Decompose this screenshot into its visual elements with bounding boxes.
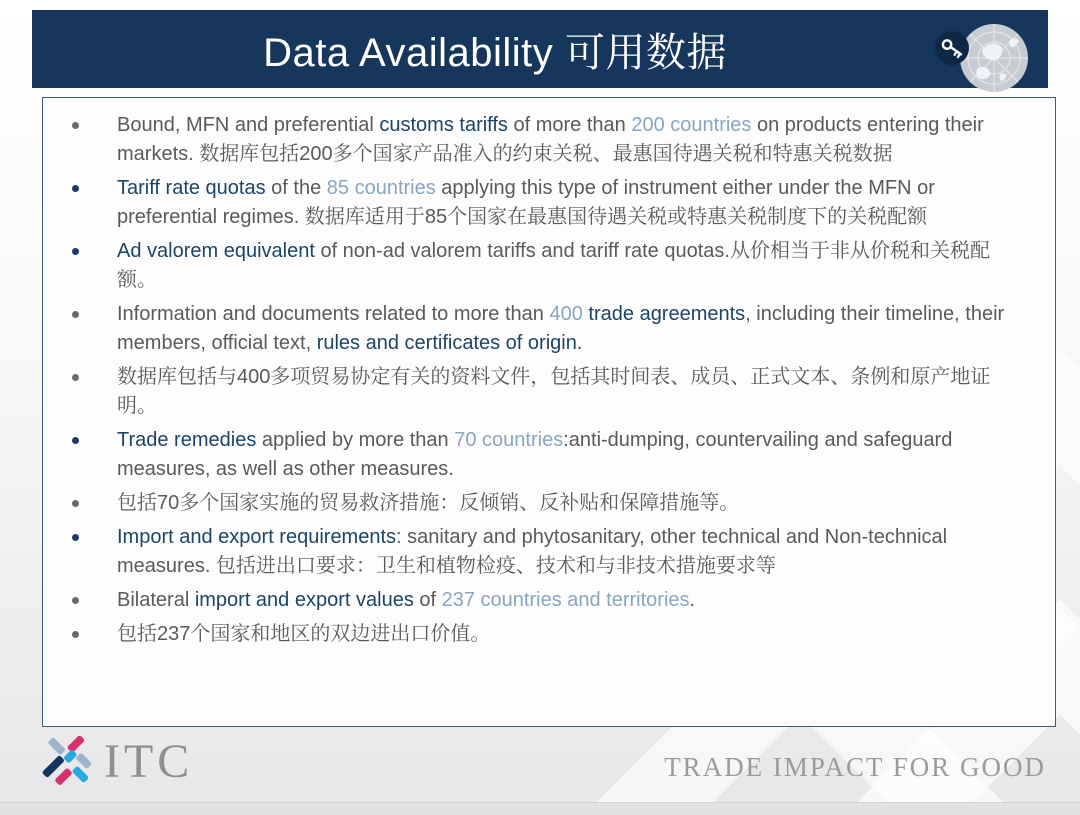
bullet-item	[43, 300, 1049, 358]
bottom-strip	[0, 802, 1080, 815]
text-segment: Bound, MFN and preferential	[117, 114, 380, 136]
text-segment: Information and documents related to more than	[117, 303, 550, 325]
text-segment: 数据库包括与400多项贸易协定有关的资料文件，包括其时间表、成员、正式文本、条例和原产地证明。	[117, 366, 991, 417]
text-segment: of more than	[507, 114, 632, 136]
text-segment: of non-ad valorem tariffs and tariff rate quotas.从价相当于非从价税和关税配额。	[117, 240, 990, 291]
text-segment: 237 countries and territories	[441, 589, 690, 611]
text-segment: import and export values	[194, 589, 414, 611]
bullet-item	[43, 237, 1049, 295]
text-segment: .	[689, 589, 696, 611]
text-segment: Bilateral	[117, 589, 195, 611]
text-segment: Import and export requirements	[117, 526, 397, 548]
text-segment: rules and certificates of origin.	[316, 332, 583, 354]
bullet-item	[43, 523, 1049, 581]
text-segment: 85 countries	[326, 177, 436, 199]
text-segment: , including their timeline, their members, official text,	[117, 303, 1005, 354]
bullet-item	[43, 111, 1049, 169]
bullet-item	[43, 620, 1049, 649]
key-icon	[935, 31, 969, 65]
text-segment: 包括70多个国家实施的贸易救济措施：反倾销、反补贴和保障措施等。	[117, 492, 740, 514]
footer-logo	[42, 736, 193, 788]
text-segment: applied by more than	[256, 429, 455, 451]
text-segment: of the	[265, 177, 327, 199]
text-segment: : sanitary and phytosanitary, other technical and Non-technical measures. 包括进出口要求：卫生和植物检疫、技术和与非技术措施要求等	[117, 526, 948, 577]
text-segment: Ad valorem equivalent	[117, 240, 315, 262]
bullet-item	[43, 426, 1049, 484]
text-segment: 200 countries	[631, 114, 752, 136]
text-segment: Trade remedies	[117, 429, 257, 451]
text-segment: :anti-dumping, countervailing and safeguard measures, as well as other measures.	[117, 429, 953, 480]
itc-logo-text: ITC	[104, 735, 194, 788]
text-segment: trade agreements	[588, 303, 746, 325]
bullet-item	[43, 363, 1049, 421]
text-segment: of	[413, 589, 442, 611]
text-segment: 包括237个国家和地区的双边进出口价值。	[117, 623, 491, 645]
footer-tagline: TRADE IMPACT FOR GOOD	[664, 752, 1046, 782]
bullet-item	[43, 174, 1049, 232]
bullet-item	[43, 586, 1049, 615]
text-segment: 400	[549, 303, 583, 325]
bullet-item	[43, 489, 1049, 518]
slide-title: Data Availability 可用数据	[263, 30, 727, 75]
bullet-list	[43, 111, 1049, 649]
globe-icon	[922, 16, 1034, 100]
text-segment: customs tariffs	[379, 114, 508, 136]
itc-logo-mark	[42, 736, 94, 788]
text-segment: Tariff rate quotas	[117, 177, 266, 199]
text-segment: on products entering their markets. 数据库包括200多个国家产品准入的约束关税、最惠国待遇关税和特惠关税数据	[117, 114, 984, 165]
content-box	[42, 97, 1056, 727]
globe-circle	[960, 24, 1028, 92]
text-segment: 70 countries	[454, 429, 564, 451]
slide-title-bar	[32, 10, 1048, 88]
text-segment: applying this type of instrument either under the MFN or preferential regimes. 数据库适用于85个国家在最惠国待遇关税或特惠关税制度下的关税配额	[117, 177, 935, 228]
